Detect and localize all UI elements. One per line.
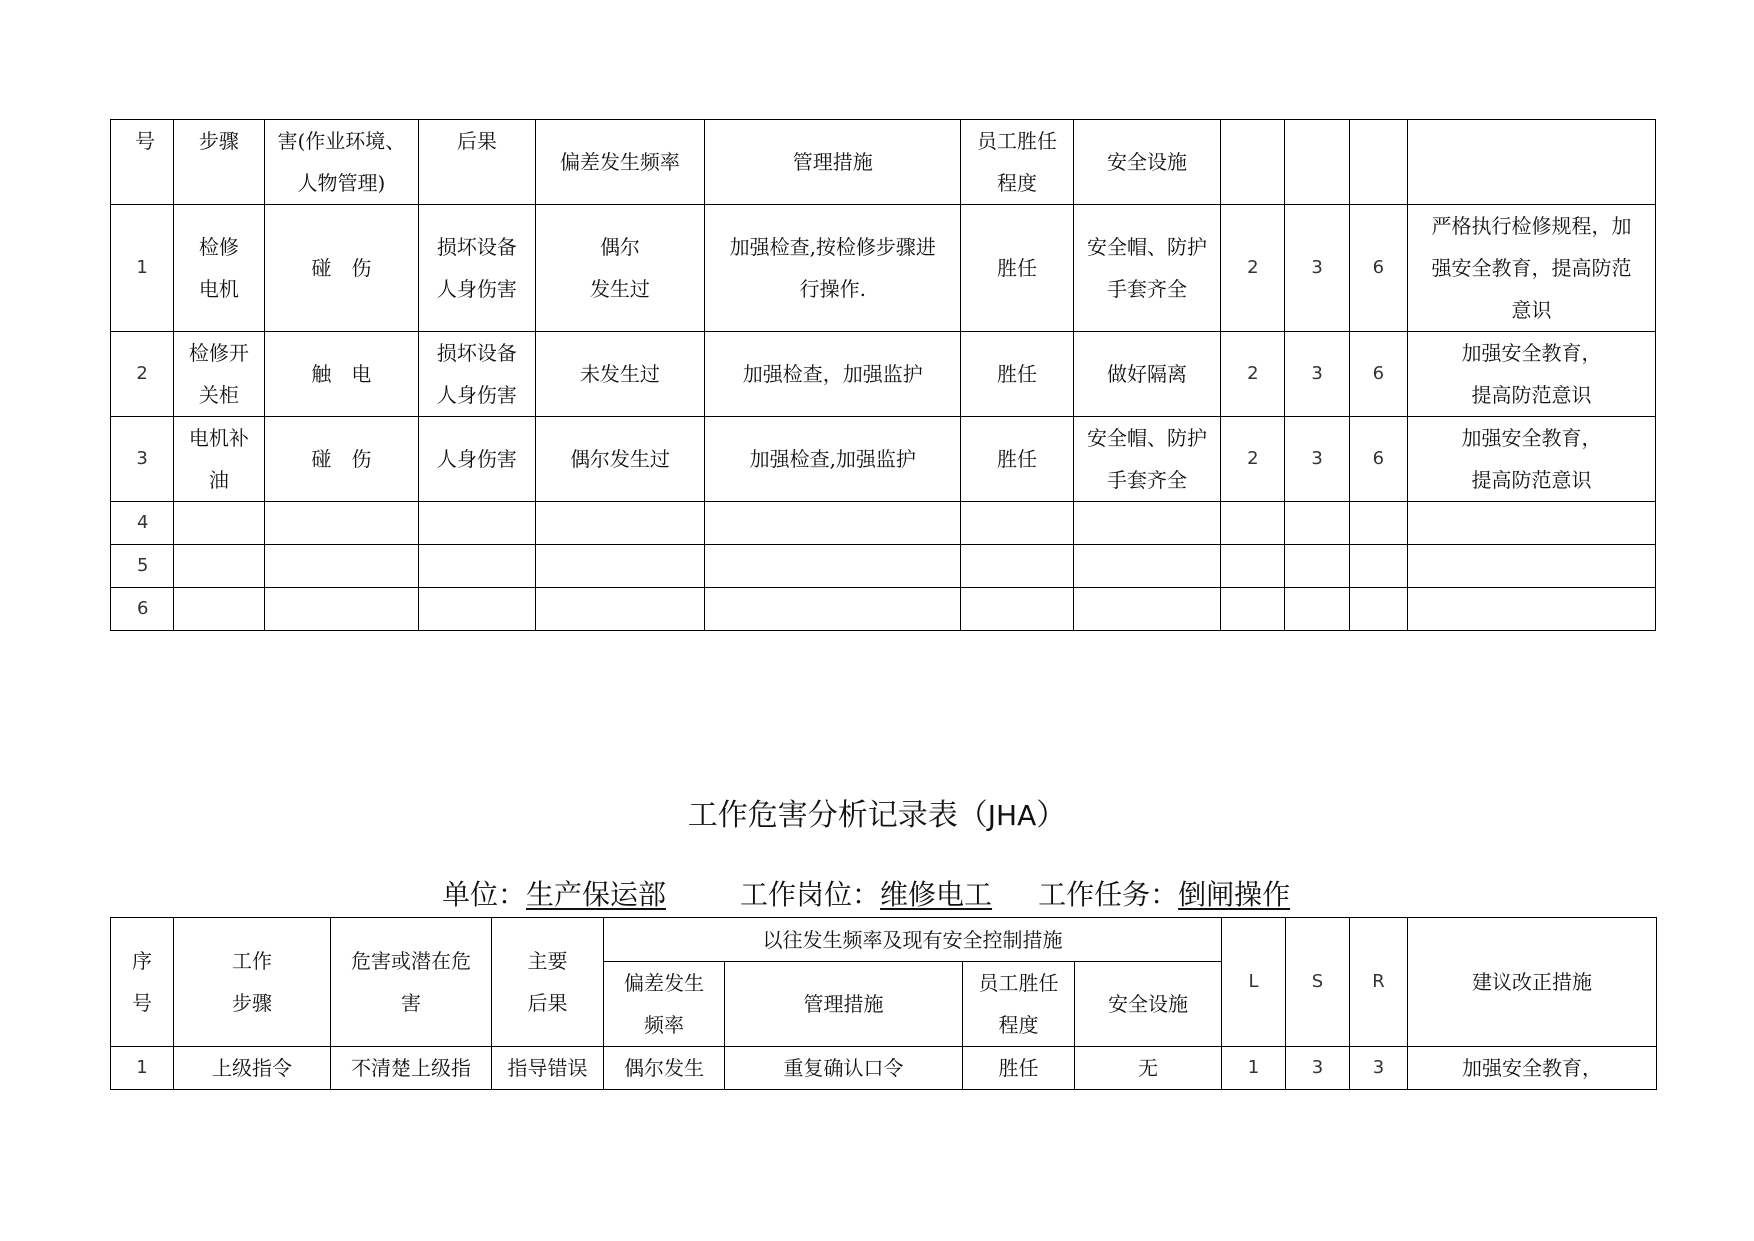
table-cell [705, 545, 961, 588]
table-cell: 胜任 [961, 205, 1073, 332]
table-row [111, 417, 1656, 502]
table-cell [419, 588, 535, 631]
table-cell: 3 [111, 417, 174, 502]
table-cell: 检修开 关柜 [174, 332, 264, 417]
header-cell: 害(作业环境、 人物管理) [264, 120, 419, 205]
header-cell: 管理措施 [705, 120, 961, 205]
table-row [111, 1047, 1657, 1090]
table-cell [961, 502, 1073, 545]
table-cell [419, 502, 535, 545]
header-facility: 安全设施 [1075, 962, 1222, 1047]
header-cell: 安全设施 [1073, 120, 1221, 205]
table-cell [705, 502, 961, 545]
table-cell [1407, 545, 1655, 588]
table-cell: 偶尔 发生过 [535, 205, 705, 332]
post-value: 维修电工 [880, 878, 993, 911]
table-cell: 6 [1349, 332, 1407, 417]
table-cell: 4 [111, 502, 174, 545]
table-cell [419, 545, 535, 588]
table-cell: 胜任 [961, 332, 1073, 417]
table-cell [535, 588, 705, 631]
task-value: 倒闸操作 [1178, 878, 1291, 911]
header-cell: 后果 [419, 120, 535, 205]
header-r: R [1350, 918, 1408, 1047]
table-cell: 加强检查，加强监护 [705, 332, 961, 417]
header-freq: 偏差发生 频率 [604, 962, 725, 1047]
header-cell [1221, 120, 1285, 205]
table-cell [174, 588, 264, 631]
table-cell: 3 [1350, 1047, 1408, 1090]
table-cell: 1 [111, 205, 174, 332]
table-cell: 安全帽、防护 手套齐全 [1073, 205, 1221, 332]
table-cell: 加强检查,加强监护 [705, 417, 961, 502]
table-cell: 6 [111, 588, 174, 631]
table-cell: 2 [1221, 205, 1285, 332]
table-cell: 加强检查,按检修步骤进 行操作. [705, 205, 961, 332]
table-cell [535, 545, 705, 588]
header-cell [1349, 120, 1407, 205]
hazard-table-1 [110, 119, 1656, 631]
table-cell: 损坏设备 人身伤害 [419, 205, 535, 332]
table-cell: 重复确认口令 [725, 1047, 963, 1090]
table-cell [705, 588, 961, 631]
table-cell: 碰 伤 [264, 417, 419, 502]
table-cell [1349, 588, 1407, 631]
header-cell: 号 [111, 120, 174, 205]
table-cell: 加强安全教育， [1408, 1047, 1657, 1090]
table-cell: 不清楚上级指 [331, 1047, 492, 1090]
table-cell: 检修 电机 [174, 205, 264, 332]
table-cell: 6 [1349, 417, 1407, 502]
header-mgmt: 管理措施 [725, 962, 963, 1047]
header-cell: 步骤 [174, 120, 264, 205]
hazard-table-2 [110, 917, 1657, 1090]
table-cell [1285, 588, 1349, 631]
table-cell [1221, 502, 1285, 545]
header-cell [1285, 120, 1349, 205]
header-cell [1407, 120, 1655, 205]
table-cell: 损坏设备 人身伤害 [419, 332, 535, 417]
header-l: L [1222, 918, 1286, 1047]
table-cell: 无 [1075, 1047, 1222, 1090]
post-label: 工作岗位： [740, 878, 881, 911]
table-cell: 1 [111, 1047, 174, 1090]
table-cell: 5 [111, 545, 174, 588]
table-cell: 胜任 [963, 1047, 1075, 1090]
unit-value: 生产保运部 [526, 878, 667, 911]
table-cell: 偶尔发生过 [535, 417, 705, 502]
table-cell: 加强安全教育， 提高防范意识 [1407, 332, 1655, 417]
table-cell: 偶尔发生 [604, 1047, 725, 1090]
table-cell [1221, 545, 1285, 588]
table-row [111, 588, 1656, 631]
table-cell [1073, 502, 1221, 545]
table-cell: 2 [1221, 332, 1285, 417]
unit-label: 单位： [442, 878, 527, 911]
table-cell [264, 588, 419, 631]
table-row [111, 502, 1656, 545]
table-row [111, 545, 1656, 588]
table-cell: 做好隔离 [1073, 332, 1221, 417]
table-row [111, 332, 1656, 417]
table-cell: 上级指令 [174, 1047, 331, 1090]
table-cell: 加强安全教育， 提高防范意识 [1407, 417, 1655, 502]
table-cell [1285, 502, 1349, 545]
table-cell: 人身伤害 [419, 417, 535, 502]
table-cell: 未发生过 [535, 332, 705, 417]
table-cell: 指导错误 [492, 1047, 604, 1090]
task-label: 工作任务： [1038, 878, 1179, 911]
header-hazard: 危害或潜在危 害 [331, 918, 492, 1047]
header-suggest: 建议改正措施 [1408, 918, 1657, 1047]
table-cell: 3 [1285, 205, 1349, 332]
header-s: S [1286, 918, 1350, 1047]
header-consequence: 主要 后果 [492, 918, 604, 1047]
table-cell [961, 545, 1073, 588]
table-cell [264, 545, 419, 588]
table-cell [1349, 502, 1407, 545]
table-cell: 严格执行检修规程，加 强安全教育，提高防范 意识 [1407, 205, 1655, 332]
header-step: 工作 步骤 [174, 918, 331, 1047]
page-title: 工作危害分析记录表（JHA） [687, 798, 1067, 833]
table-cell: 2 [1221, 417, 1285, 502]
table-cell [264, 502, 419, 545]
table-cell: 2 [111, 332, 174, 417]
header-info [442, 875, 1290, 915]
table-cell [961, 588, 1073, 631]
header-cell: 员工胜任 程度 [961, 120, 1073, 205]
table-cell: 触 电 [264, 332, 419, 417]
table-cell [1349, 545, 1407, 588]
table-cell: 安全帽、防护 手套齐全 [1073, 417, 1221, 502]
header-seq: 序 号 [111, 918, 174, 1047]
table-cell [174, 502, 264, 545]
table-cell [1221, 588, 1285, 631]
table-cell: 3 [1285, 417, 1349, 502]
table-cell: 3 [1285, 332, 1349, 417]
table-cell: 6 [1349, 205, 1407, 332]
table-header-row [111, 120, 1656, 205]
header-group: 以往发生频率及现有安全控制措施 [604, 918, 1222, 962]
table-row [111, 205, 1656, 332]
table-cell [1285, 545, 1349, 588]
table-cell [1073, 588, 1221, 631]
header-competence: 员工胜任 程度 [963, 962, 1075, 1047]
table-cell [174, 545, 264, 588]
header-cell: 偏差发生频率 [535, 120, 705, 205]
table-cell: 电机补 油 [174, 417, 264, 502]
table-cell [1073, 545, 1221, 588]
table-cell [1407, 588, 1655, 631]
table-cell: 胜任 [961, 417, 1073, 502]
table-cell: 3 [1286, 1047, 1350, 1090]
table-cell: 1 [1222, 1047, 1286, 1090]
table-cell [535, 502, 705, 545]
table-cell [1407, 502, 1655, 545]
table-cell: 碰 伤 [264, 205, 419, 332]
